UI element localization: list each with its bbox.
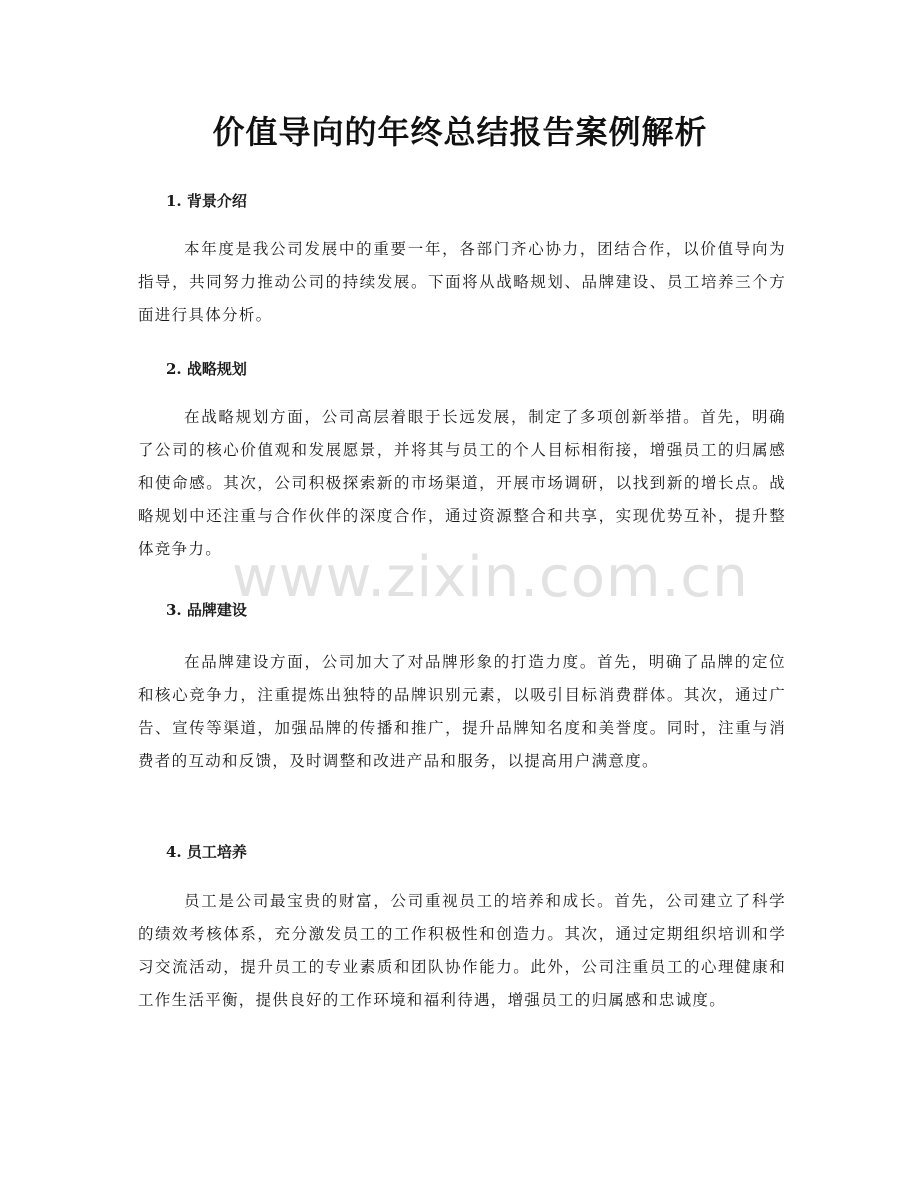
- section-body-strategy: 在战略规划方面，公司高层着眼于长远发展，制定了多项创新举措。首先，明确了公司的核心价值观和发展愿景，并将其与员工的个人目标相衔接，增强员工的归属感和使命感。其次，公司积极探索新的市场渠道，开展市场调研，以找到新的增长点。战略规划中还注重与合作伙伴的深度合作，通过资源整合和共享，实现优势互补，提升整体竞争力。: [138, 408, 786, 558]
- section-body-background: 本年度是我公司发展中的重要一年，各部门齐心协力，团结合作，以价值导向为指导，共同努力推动公司的持续发展。下面将从战略规划、品牌建设、员工培养三个方面进行具体分析。: [138, 240, 786, 324]
- section-body-staff: 员工是公司最宝贵的财富，公司重视员工的培养和成长。首先，公司建立了科学的绩效考核体系，充分激发员工的工作积极性和创造力。其次，通过定期组织培训和学习交流活动，提升员工的专业素质和团队协作能力。此外，公司注重员工的心理健康和工作生活平衡，提供良好的工作环境和福利待遇，增强员工的归属感和忠诚度。: [138, 892, 786, 1009]
- section-heading-background: 1. 背景介绍: [166, 192, 247, 210]
- section-heading-strategy: 2. 战略规划: [166, 360, 247, 378]
- section-heading-staff: 4. 员工培养: [166, 843, 247, 861]
- section-heading-brand: 3. 品牌建设: [166, 601, 247, 619]
- document-title: 价值导向的年终总结报告案例解析: [212, 113, 708, 151]
- section-body-brand: 在品牌建设方面，公司加大了对品牌形象的打造力度。首先，明确了品牌的定位和核心竞争力，注重提炼出独特的品牌识别元素，以吸引目标消费群体。其次，通过广告、宣传等渠道，加强品牌的传播和推广，提升品牌知名度和美誉度。同时，注重与消费者的互动和反馈，及时调整和改进产品和服务，以提高用户满意度。: [138, 653, 786, 770]
- watermark: www.zixin.com.cn: [232, 545, 749, 610]
